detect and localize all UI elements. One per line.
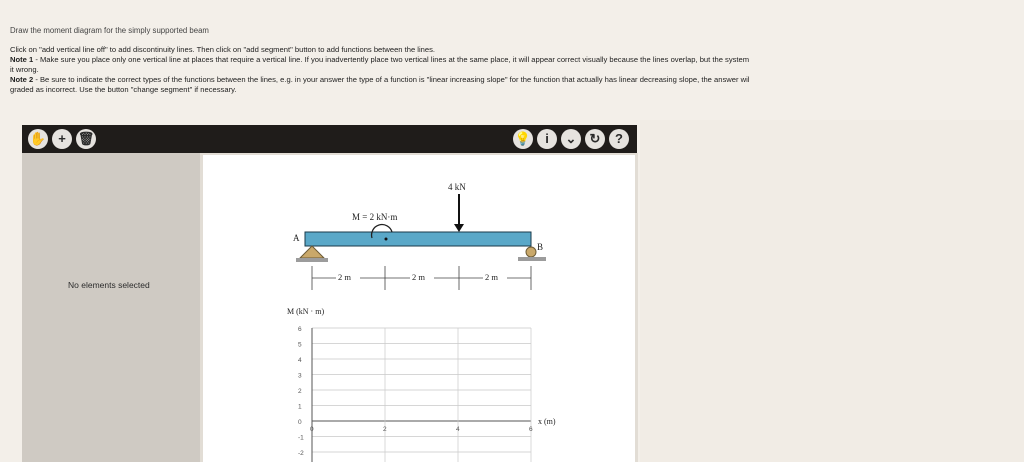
y-tick-label: 2 [298, 388, 302, 395]
pin-support-a [300, 246, 324, 258]
note-1-label: Note 1 [10, 55, 34, 64]
load-arrow-head [454, 224, 464, 232]
y-tick-label: 5 [298, 341, 302, 349]
hand-icon[interactable]: ✋ [28, 129, 48, 149]
ground-b [518, 257, 546, 261]
y-tick-label: 1 [298, 403, 302, 411]
plot-xlabel: x (m) [538, 417, 556, 426]
dim-label-1: 2 m [338, 272, 351, 282]
x-tick-label: 6 [529, 426, 533, 433]
note-2-continued: graded as incorrect. Use the button "change segment" if necessary. [10, 85, 237, 94]
plot-ylabel: M (kN · m) [287, 307, 325, 316]
moment-plot-grid [298, 326, 533, 462]
plus-icon[interactable]: + [52, 129, 72, 149]
note-1-continued: it wrong. [10, 65, 39, 74]
info-icon[interactable]: i [537, 129, 557, 149]
lightbulb-icon[interactable]: 💡 [513, 129, 533, 149]
x-tick-label: 0 [310, 426, 314, 433]
support-b-label: B [537, 242, 544, 252]
moment-label: M = 2 kN·m [352, 212, 398, 222]
moment-point [385, 238, 388, 241]
note-2-text: - Be sure to indicate the correct types of the functions between the lines, e.g. in your answer the type of a function is "linear increasing slope" for the function that actually has linear decreasing slope, the answer wil [33, 75, 750, 84]
y-tick-label: 0 [298, 419, 302, 426]
problem-title: Draw the moment diagram for the simply supported beam [10, 26, 209, 35]
y-tick-label: -1 [298, 434, 304, 442]
refresh-icon[interactable]: ↻ [585, 129, 605, 149]
selection-status: No elements selected [68, 280, 150, 290]
load-label: 4 kN [448, 182, 466, 192]
beam [305, 232, 531, 246]
note-2-label: Note 2 [10, 75, 34, 84]
support-a-label: A [293, 233, 300, 243]
ground-a [296, 258, 328, 262]
y-tick-label: 4 [298, 357, 302, 364]
dim-label-3: 2 m [485, 272, 498, 282]
y-tick-label: 6 [298, 326, 302, 333]
y-tick-label: -2 [298, 450, 304, 457]
x-tick-label: 4 [456, 426, 460, 433]
dim-label-2: 2 m [412, 272, 425, 282]
y-tick-label: 3 [298, 372, 302, 380]
help-icon[interactable]: ? [609, 129, 629, 149]
roller-support-b [526, 247, 536, 257]
x-tick-label: 2 [383, 426, 387, 433]
note-1-text: - Make sure you place only one vertical line at places that require a vertical line. If you inadvertently place two vertical lines at the same place, it will appear correct visually because the lines overlap, but the system [33, 55, 750, 64]
dropdown-icon[interactable]: ⌄ [561, 129, 581, 149]
instruction-line: Click on "add vertical line off" to add discontinuity lines. Then click on "add segment" button to add functions between the lines. [10, 45, 436, 54]
trash-icon[interactable]: 🗑 [76, 129, 96, 149]
